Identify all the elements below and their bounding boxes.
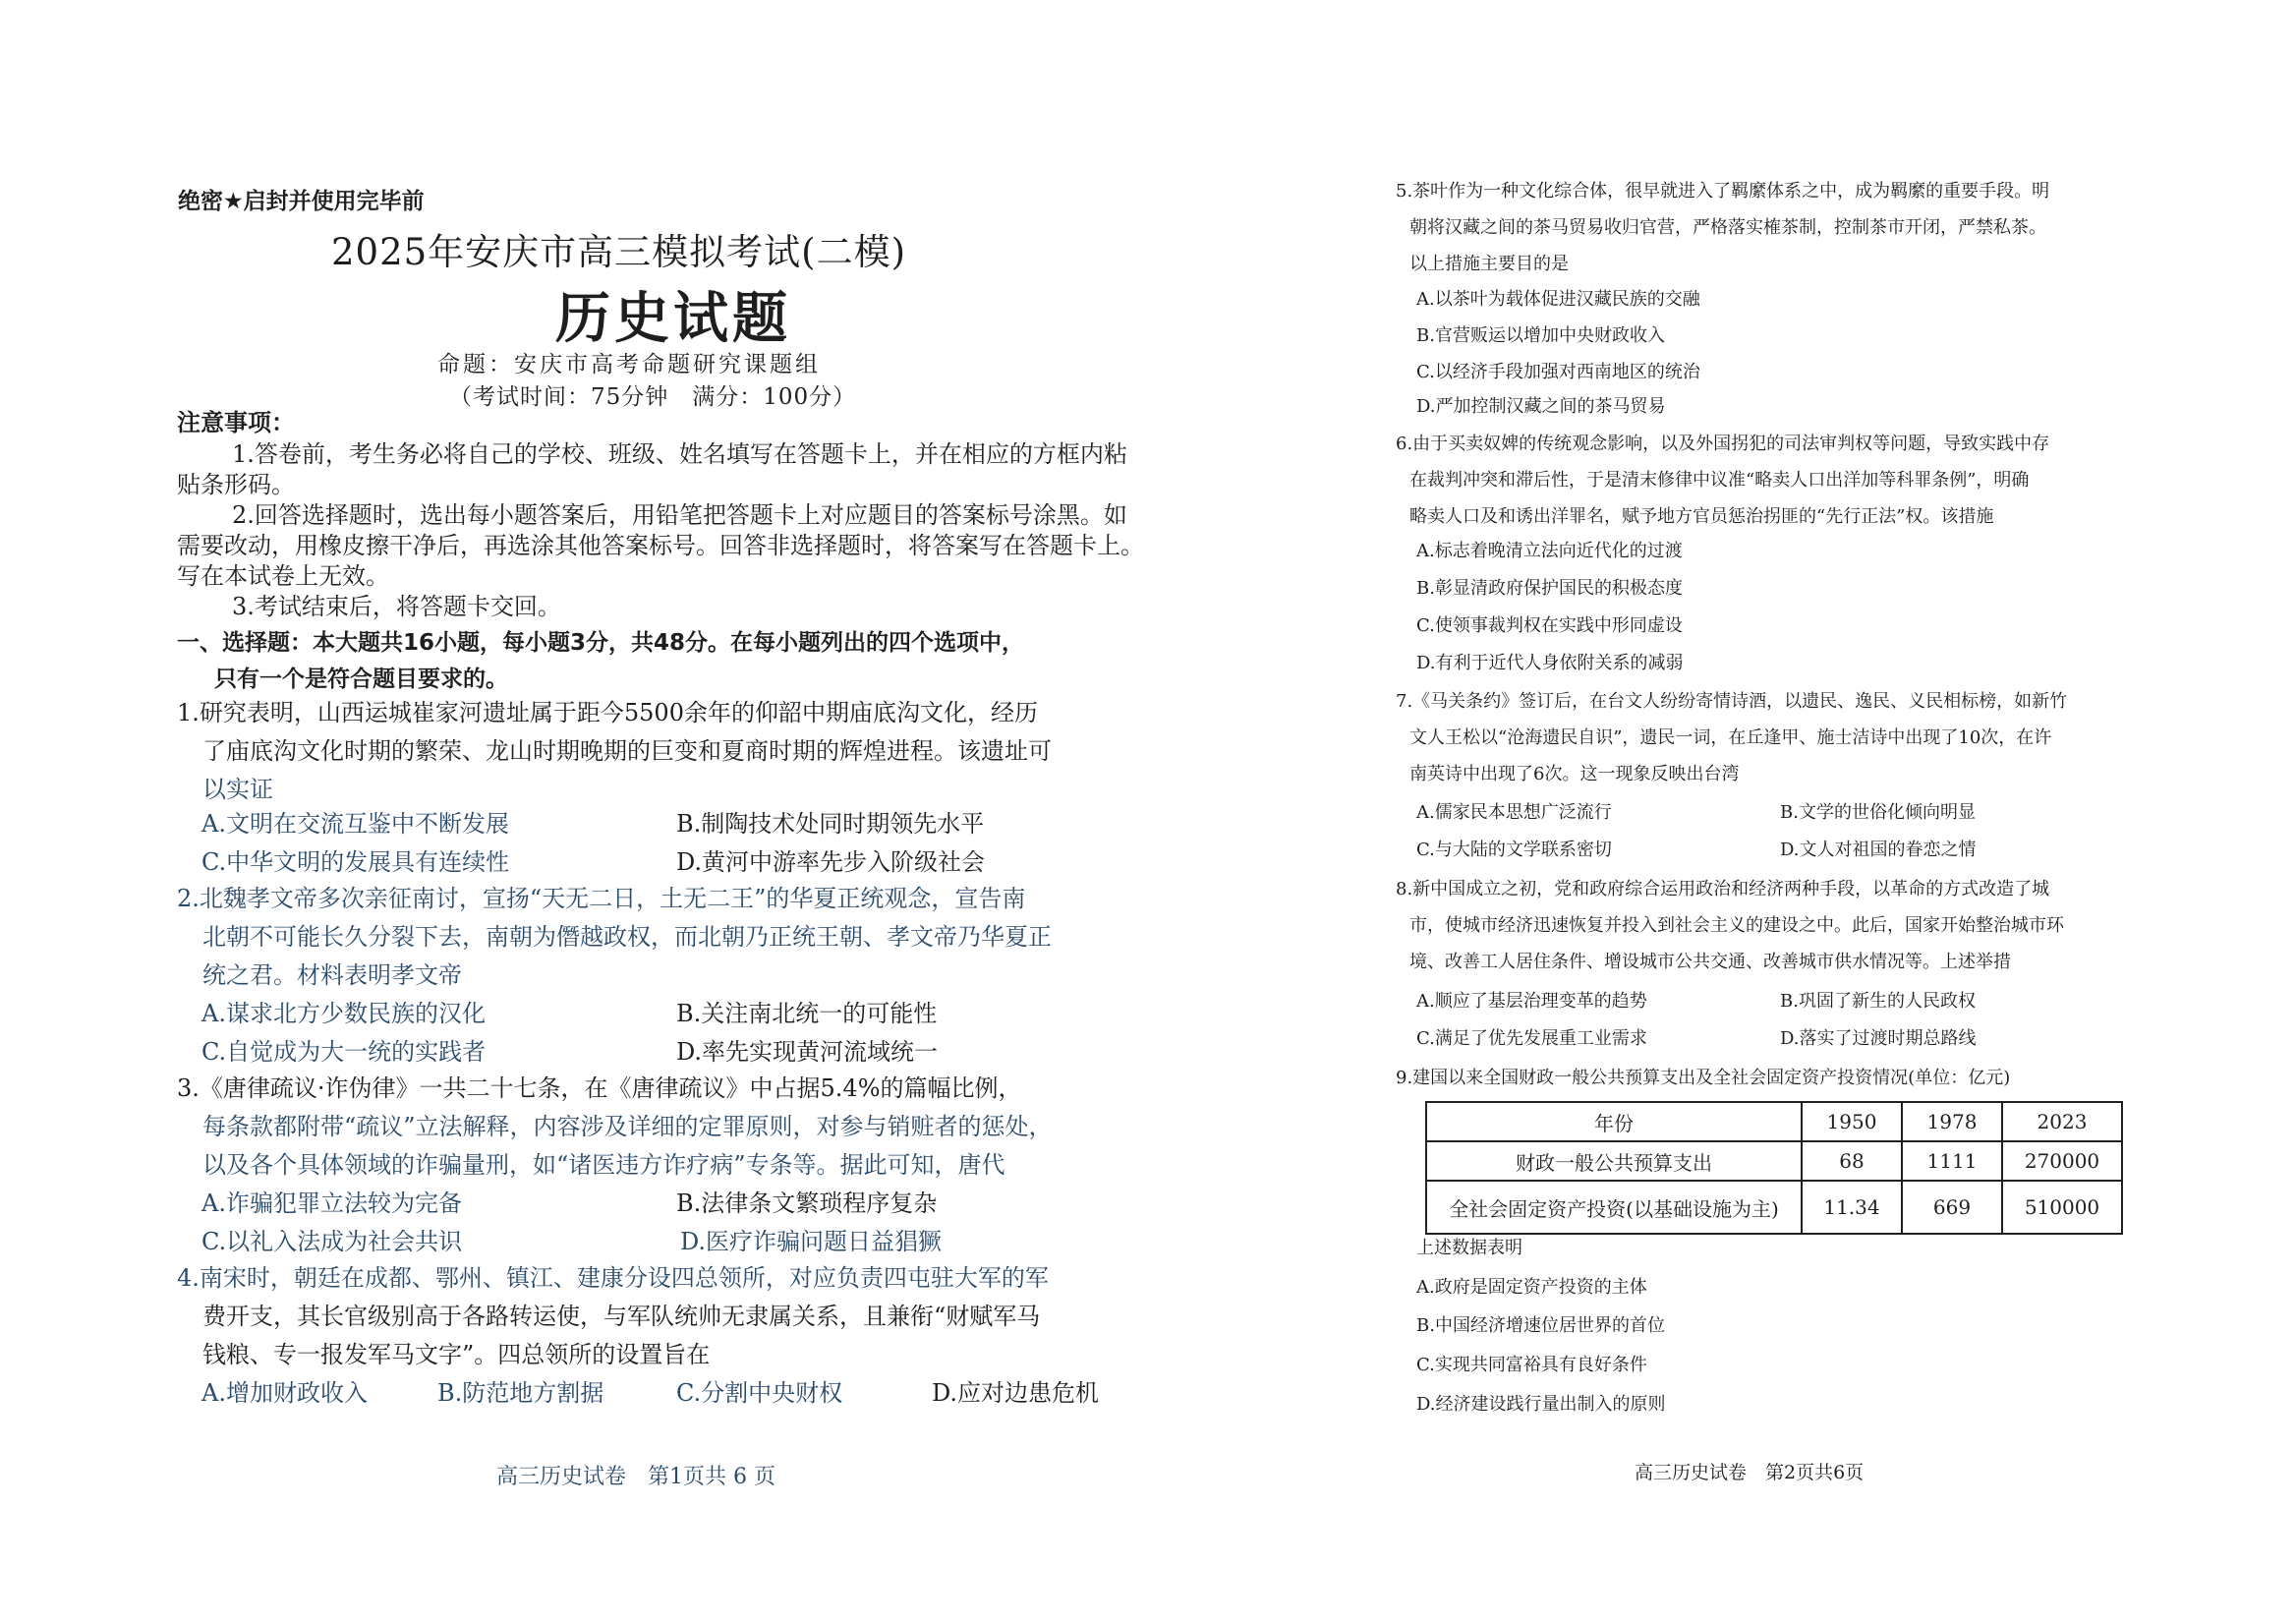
question-line: 4.南宋时，朝廷在成都、鄂州、镇江、建康分设四总领所，对应负责四屯驻大军的军	[177, 1264, 1049, 1292]
question-line: 在裁判冲突和滞后性，于是清末修律中议准“略卖人口出洋加等科罪条例”，明确	[1409, 470, 2030, 491]
q2-option-d: D.率先实现黄河流域统一	[676, 1038, 939, 1066]
exam-title: 2025年安庆市高三模拟考试(二模)	[331, 231, 907, 273]
question-line: 1.研究表明，山西运城崔家河遗址属于距今5500余年的仰韶中期庙底沟文化，经历	[177, 699, 1038, 726]
section-heading	[177, 625, 1150, 698]
question-8	[1396, 871, 2113, 980]
question-line: 钱粮、专一报发军马文字”。四总领所的设置旨在	[202, 1341, 711, 1368]
table-header-cell: 年份	[1426, 1102, 1802, 1141]
q9-option-b: B.中国经济增速位居世界的首位	[1416, 1315, 1665, 1336]
q3-option-a: A.诈骗犯罪立法较为完备	[201, 1189, 462, 1217]
question-line: 北朝不可能长久分裂下去，南朝为僭越政权，而北朝乃正统王朝、孝文帝乃华夏正	[202, 923, 1052, 951]
q7-option-d: D.文人对祖国的眷恋之情	[1780, 840, 1977, 860]
q9-option-a: A.政府是固定资产投资的主体	[1416, 1277, 1647, 1298]
q5-option-c: C.以经济手段加强对西南地区的统治	[1416, 362, 1700, 382]
table-header-row	[1426, 1102, 2122, 1141]
exam-page-2	[1148, 0, 2296, 1624]
table-cell: 669	[1902, 1181, 2002, 1234]
q3-option-c: C.以礼入法成为社会共识	[201, 1228, 463, 1255]
table-cell: 510000	[2002, 1181, 2122, 1234]
q9-option-c: C.实现共同富裕具有良好条件	[1416, 1355, 1647, 1375]
q1-option-b: B.制陶技术处同时期领先水平	[676, 810, 985, 838]
table-row	[1426, 1141, 2122, 1181]
question-line: 2.北魏孝文帝多次亲征南讨，宣扬“天无二日，土无二王”的华夏正统观念，宣告南	[177, 885, 1026, 912]
question-line: 境、改善工人居住条件、增设城市公共交通、改善城市供水情况等。上述举措	[1409, 952, 2011, 972]
q5-option-a: A.以茶叶为载体促进汉藏民族的交融	[1416, 289, 1700, 310]
page-footer: 高三历史试卷 第2页共6页	[1635, 1462, 1865, 1483]
q5-option-d: D.严加控制汉藏之间的茶马贸易	[1416, 396, 1666, 417]
question-5	[1396, 173, 2113, 282]
q7-option-b: B.文学的世俗化倾向明显	[1780, 802, 1976, 823]
q2-option-c: C.自觉成为大一统的实践者	[201, 1038, 487, 1066]
question-line: 3.《唐律疏议·诈伪律》一共二十七条，在《唐律疏议》中占据5.4%的篇幅比例，	[177, 1074, 1022, 1102]
table-cell: 1111	[1902, 1141, 2002, 1181]
question-4	[177, 1259, 1150, 1374]
q4-option-a: A.增加财政收入	[201, 1379, 368, 1407]
question-line: 文人王松以“沧海遗民自识”，遗民一词，在丘逢甲、施士洁诗中出现了10次，在许	[1409, 727, 2052, 748]
question-line: 南英诗中出现了6次。这一现象反映出台湾	[1409, 764, 1740, 784]
q1-option-c: C.中华文明的发展具有连续性	[201, 848, 510, 876]
question-1	[177, 694, 1150, 809]
q8-option-b: B.巩固了新生的人民政权	[1780, 991, 1976, 1012]
q2-option-b: B.关注南北统一的可能性	[676, 1000, 938, 1027]
q6-option-b: B.彰显清政府保护国民的积极态度	[1416, 578, 1683, 599]
question-line: 略卖人口及和诱出洋罪名，赋予地方官员惩治拐匪的“先行正法”权。该措施	[1409, 506, 1994, 527]
table-header-cell: 1978	[1902, 1102, 2002, 1141]
question-line: 朝将汉藏之间的茶马贸易收归官营，严格落实榷茶制，控制茶市开闭，严禁私茶。	[1409, 217, 2046, 238]
confidential-mark: 绝密★启封并使用完毕前	[178, 189, 425, 214]
question-line: 以及各个具体领域的诈骗量刑，如“诸医违方诈疗病”专条等。据此可知，唐代	[202, 1151, 1005, 1179]
table-cell: 全社会固定资产投资(以基础设施为主)	[1426, 1181, 1802, 1234]
q1-option-d: D.黄河中游率先步入阶级社会	[676, 848, 986, 876]
q1-option-a: A.文明在交流互鉴中不断发展	[201, 810, 509, 838]
notice-item-2: 2.回答选择题时，选出每小题答案后，用铅笔把答题卡上对应题目的答案标号涂黑。如需要改动，用橡皮擦干净后，再选涂其他答案标号。回答非选择题时，将答案写在答题卡上。写在本试卷上无效。	[177, 501, 1144, 590]
notice-title: 注意事项：	[177, 409, 295, 436]
question-line: 6.由于买卖奴婢的传统观念影响，以及外国拐犯的司法审判权等问题，导致实践中存	[1396, 434, 2050, 454]
investment-table	[1425, 1101, 2123, 1235]
question-line: 费开支，其长官级别高于各路转运使，与军队统帅无隶属关系，且兼衔“财赋军马	[202, 1303, 1041, 1330]
question-3	[177, 1070, 1150, 1185]
table-header-cell: 1950	[1802, 1102, 1902, 1141]
q5-option-b: B.官营贩运以增加中央财政收入	[1416, 325, 1665, 346]
q8-option-d: D.落实了过渡时期总路线	[1780, 1028, 1977, 1049]
table-row	[1426, 1181, 2122, 1234]
question-9-stem: 9.建国以来全国财政一般公共预算支出及全社会固定资产投资情况(单位：亿元)	[1396, 1068, 2011, 1088]
q6-option-c: C.使领事裁判权在实践中形同虚设	[1416, 615, 1683, 636]
q6-option-d: D.有利于近代人身依附关系的减弱	[1416, 653, 1684, 673]
section-heading-line-1: 一、选择题：本大题共16小题，每小题3分，共48分。在每小题列出的四个选项中，	[177, 630, 1025, 656]
table-cell: 68	[1802, 1141, 1902, 1181]
q3-option-b: B.法律条文繁琐程序复杂	[676, 1189, 938, 1217]
section-heading-line-2: 只有一个是符合题目要求的。	[214, 667, 508, 692]
question-line: 7.《马关条约》签订后，在台文人纷纷寄情诗酒，以遗民、逸民、义民相标榜，如新竹	[1396, 691, 2068, 712]
question-2	[177, 880, 1150, 995]
table-cell: 270000	[2002, 1141, 2122, 1181]
question-line: 以实证	[202, 776, 273, 803]
q9-option-d: D.经济建设践行量出制入的原则	[1416, 1394, 1666, 1415]
subject-title: 历史试题	[555, 286, 791, 351]
question-line: 5.茶叶作为一种文化综合体，很早就进入了羁縻体系之中，成为羁縻的重要手段。明	[1396, 181, 2050, 202]
question-line: 统之君。材料表明孝文帝	[202, 961, 462, 989]
page-footer: 高三历史试卷 第1页共 6 页	[496, 1465, 775, 1489]
q3-option-d: D.医疗诈骗问题日益猖獗	[680, 1228, 943, 1255]
exam-time-line: （考试时间：75分钟 满分：100分）	[449, 384, 857, 410]
question-9-lead: 上述数据表明	[1416, 1238, 1522, 1258]
question-line: 市，使城市经济迅速恢复并投入到社会主义的建设之中。此后，国家开始整治城市环	[1409, 915, 2064, 936]
q8-option-c: C.满足了优先发展重工业需求	[1416, 1028, 1647, 1049]
q7-option-a: A.儒家民本思想广泛流行	[1416, 802, 1612, 823]
author-line: 命题：安庆市高考命题研究课题组	[437, 352, 821, 377]
question-line: 了庙底沟文化时期的繁荣、龙山时期晚期的巨变和夏商时期的辉煌进程。该遗址可	[202, 737, 1052, 765]
table-header-cell: 2023	[2002, 1102, 2122, 1141]
q2-option-a: A.谋求北方少数民族的汉化	[201, 1000, 486, 1027]
q4-option-b: B.防范地方割据	[437, 1379, 604, 1407]
notice-item-1: 1.答卷前，考生务必将自己的学校、班级、姓名填写在答题卡上，并在相应的方框内粘贴条形码。	[177, 440, 1127, 498]
question-line: 以上措施主要目的是	[1409, 254, 1569, 274]
table-cell: 11.34	[1802, 1181, 1902, 1234]
q4-option-c: C.分割中央财权	[676, 1379, 843, 1407]
question-6	[1396, 426, 2113, 535]
q4-option-d: D.应对边患危机	[932, 1379, 1100, 1407]
q8-option-a: A.顺应了基层治理变革的趋势	[1416, 991, 1647, 1012]
question-line: 8.新中国成立之初，党和政府综合运用政治和经济两种手段，以革命的方式改造了城	[1396, 879, 2050, 899]
q7-option-c: C.与大陆的文学联系密切	[1416, 840, 1612, 860]
question-line: 每条款都附带“疏议”立法解释，内容涉及详细的定罪原则，对参与销赃者的惩处，	[202, 1113, 1053, 1140]
question-7	[1396, 683, 2113, 792]
notice-item-3: 3.考试结束后，将答题卡交回。	[232, 593, 561, 620]
q6-option-a: A.标志着晚清立法向近代化的过渡	[1416, 541, 1683, 561]
table-cell: 财政一般公共预算支出	[1426, 1141, 1802, 1181]
